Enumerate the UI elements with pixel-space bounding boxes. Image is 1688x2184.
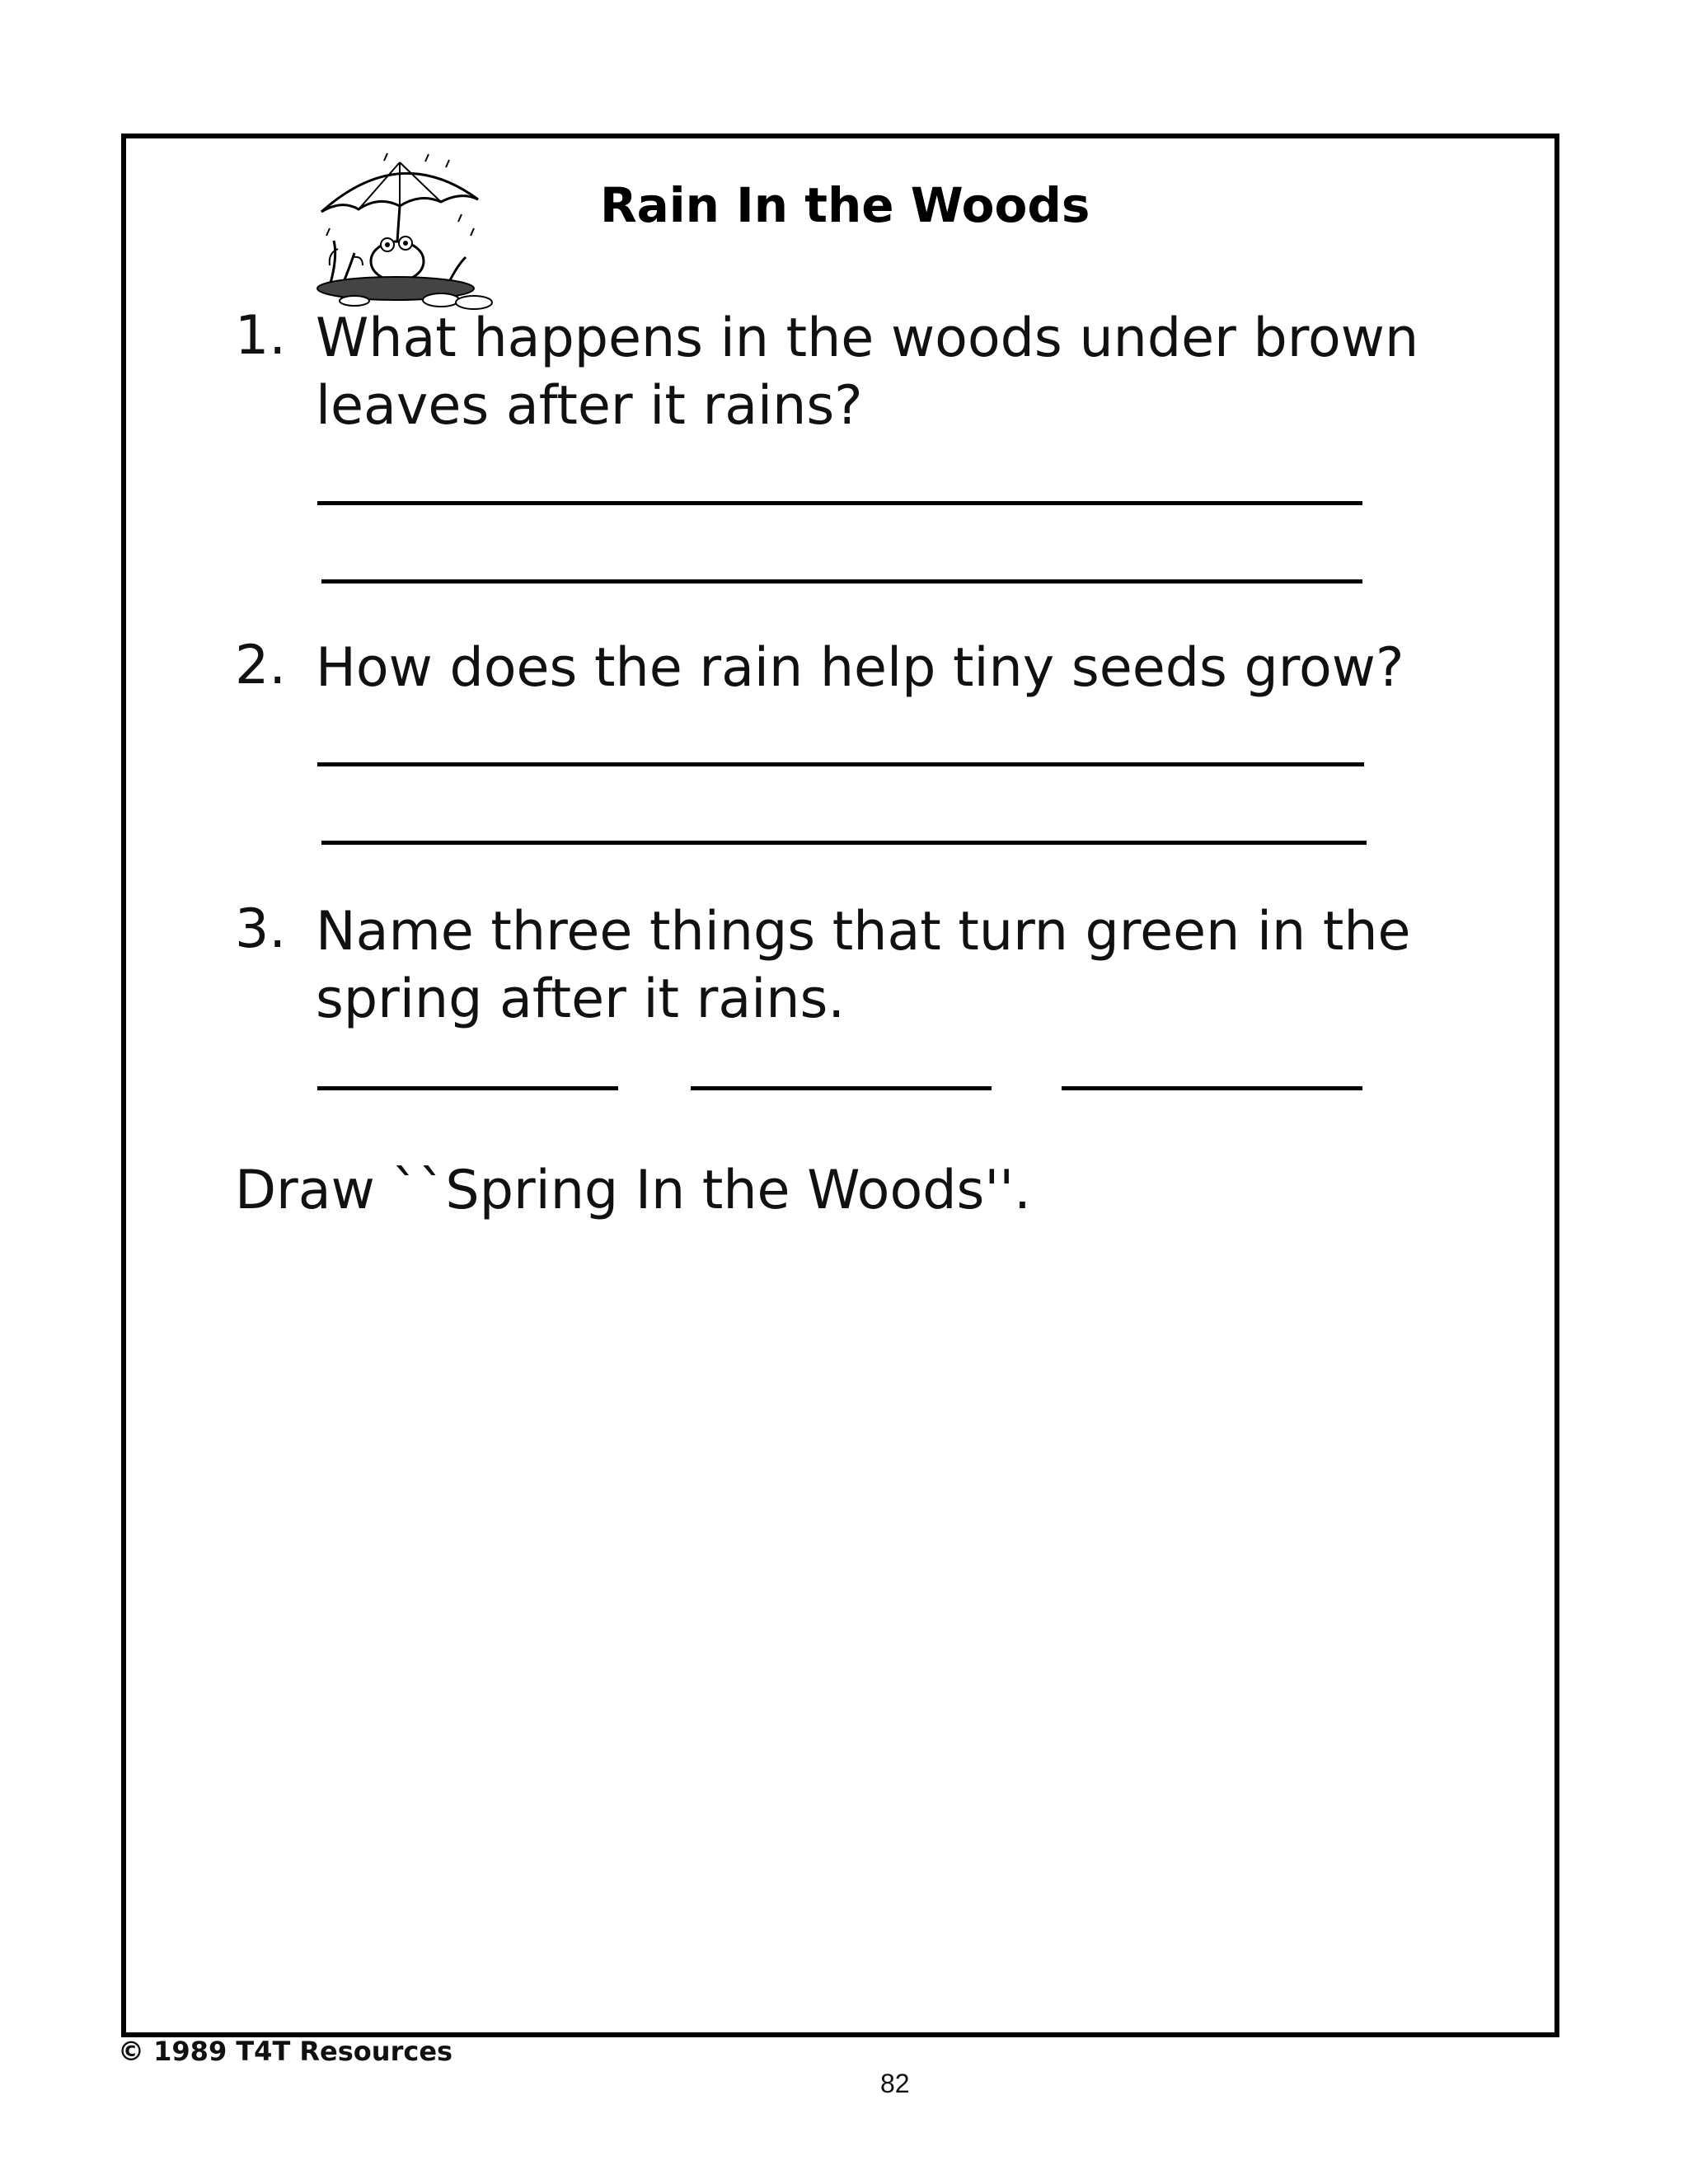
question-1-text: What happens in the woods under brown leaves after it rains?	[316, 307, 1419, 437]
page-number: 82	[880, 2069, 910, 2098]
answer-line-1a[interactable]	[317, 501, 1362, 505]
drawing-area[interactable]	[132, 1244, 1550, 2019]
question-1-number: 1.	[235, 305, 287, 367]
question-3-text: Name three things that turn green in the spring after it rains.	[316, 901, 1411, 1030]
frog-under-umbrella-icon	[305, 150, 499, 311]
draw-prompt: Draw ``Spring In the Woods''.	[235, 1160, 1031, 1221]
answer-line-3a[interactable]	[317, 1086, 618, 1090]
worksheet-title: Rain In the Woods	[600, 177, 1090, 233]
answer-line-3c[interactable]	[1062, 1086, 1362, 1090]
question-3-number: 3.	[235, 898, 287, 960]
answer-line-2b[interactable]	[321, 841, 1367, 845]
question-2-text: How does the rain help tiny seeds grow?	[316, 637, 1404, 699]
answer-line-1b[interactable]	[321, 579, 1362, 583]
answer-line-3b[interactable]	[691, 1086, 992, 1090]
answer-line-2a[interactable]	[317, 762, 1364, 766]
question-2-number: 2.	[235, 635, 287, 696]
copyright-notice: © 1989 T4T Resources	[118, 2036, 453, 2067]
